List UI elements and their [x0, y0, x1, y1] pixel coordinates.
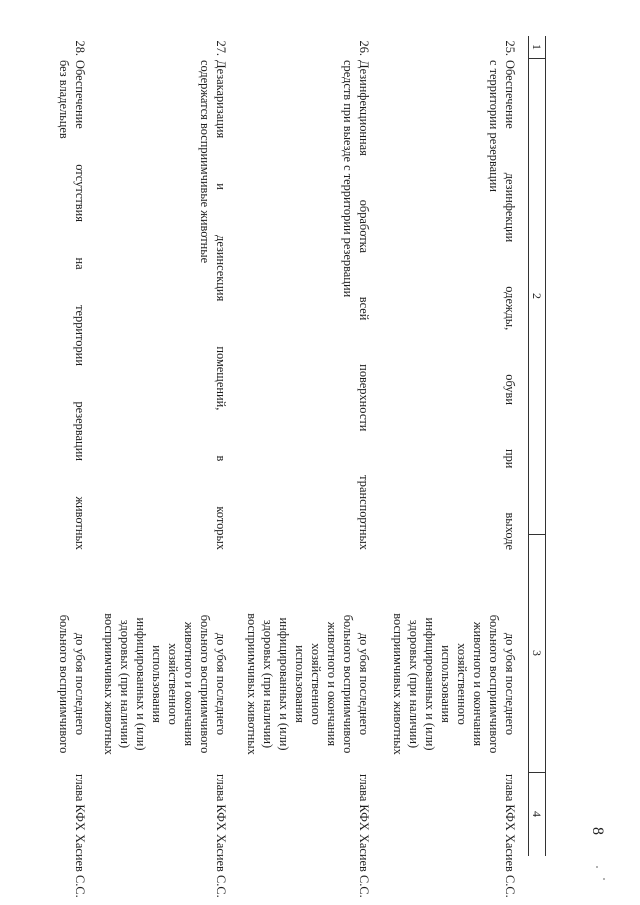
term-line: хозяйственного: [309, 643, 323, 725]
row-responsible: глава КФХ Хасиев С.С.: [73, 774, 87, 898]
description-line: Обеспечение дезинфекции одежды, обуви при выходе: [503, 60, 517, 550]
term-line: инфицированных и (или): [134, 617, 148, 751]
plan-table: [26, 36, 546, 898]
row-term: [244, 596, 372, 772]
term-line: здоровых (при наличии): [261, 619, 275, 749]
row-description: [340, 60, 372, 550]
header-col-1: 1: [530, 44, 544, 50]
term-line: больного восприимчивого: [198, 614, 212, 754]
term-line: животного и окончания: [182, 621, 196, 747]
term-line: восприимчивых животных: [391, 613, 405, 755]
description-line: с территории резервации: [487, 60, 501, 193]
description-line: Дезинфекционная обработка всей поверхности транспортных: [357, 60, 371, 550]
description-line: содержатся восприимчивые животные: [198, 60, 212, 264]
header-col-2: 2: [530, 293, 544, 299]
header-col-3: 3: [530, 650, 544, 656]
term-line: до убоя последнего: [503, 632, 517, 736]
term-line: хозяйственного: [455, 643, 469, 725]
row-responsible: глава КФХ Хасиев С.С.: [214, 774, 228, 898]
term-line: использования: [293, 645, 307, 723]
page-number: 8: [589, 827, 606, 835]
description-line: средств при выезде с территории резервации: [341, 60, 355, 298]
term-line: больного восприимчивого: [57, 614, 71, 754]
header-col-4: 4: [530, 811, 544, 817]
term-line: до убоя последнего: [73, 632, 87, 736]
row-number: 28.: [73, 40, 87, 56]
row-description: [56, 60, 88, 550]
term-line: инфицированных и (или): [277, 617, 291, 751]
row-number: 27.: [214, 40, 228, 56]
term-line: больного восприимчивого: [341, 614, 355, 754]
row-number: 25.: [503, 40, 517, 56]
term-line: больного восприимчивого: [487, 614, 501, 754]
term-line: использования: [150, 645, 164, 723]
description-line: Дезакаризация и дезинсекция помещений, в которых: [214, 60, 228, 550]
row-term: [101, 596, 229, 772]
row-responsible: глава КФХ Хасиев С.С.: [503, 774, 517, 898]
row-responsible: глава КФХ Хасиев С.С.: [357, 774, 371, 898]
term-line: животного и окончания: [325, 621, 339, 747]
term-line: до убоя последнего: [214, 632, 228, 736]
row-term: [390, 596, 518, 772]
row-term: [56, 596, 88, 772]
table-header-row: [528, 36, 546, 856]
description-line: Обеспечение отсутствия на территории резервации животных: [73, 60, 87, 550]
row-description: [486, 60, 518, 550]
term-line: животного и окончания: [471, 621, 485, 747]
term-line: до убоя последнего: [357, 632, 371, 736]
row-description: [197, 60, 229, 550]
term-line: восприимчивых животных: [102, 613, 116, 755]
term-line: здоровых (при наличии): [118, 619, 132, 749]
scan-speck: [596, 866, 598, 868]
term-line: использования: [439, 645, 453, 723]
term-line: здоровых (при наличии): [407, 619, 421, 749]
description-line: без владельцев: [57, 60, 71, 139]
scan-speck: [603, 878, 605, 880]
term-line: инфицированных и (или): [423, 617, 437, 751]
row-number: 26.: [357, 40, 371, 56]
term-line: восприимчивых животных: [245, 613, 259, 755]
term-line: хозяйственного: [166, 643, 180, 725]
